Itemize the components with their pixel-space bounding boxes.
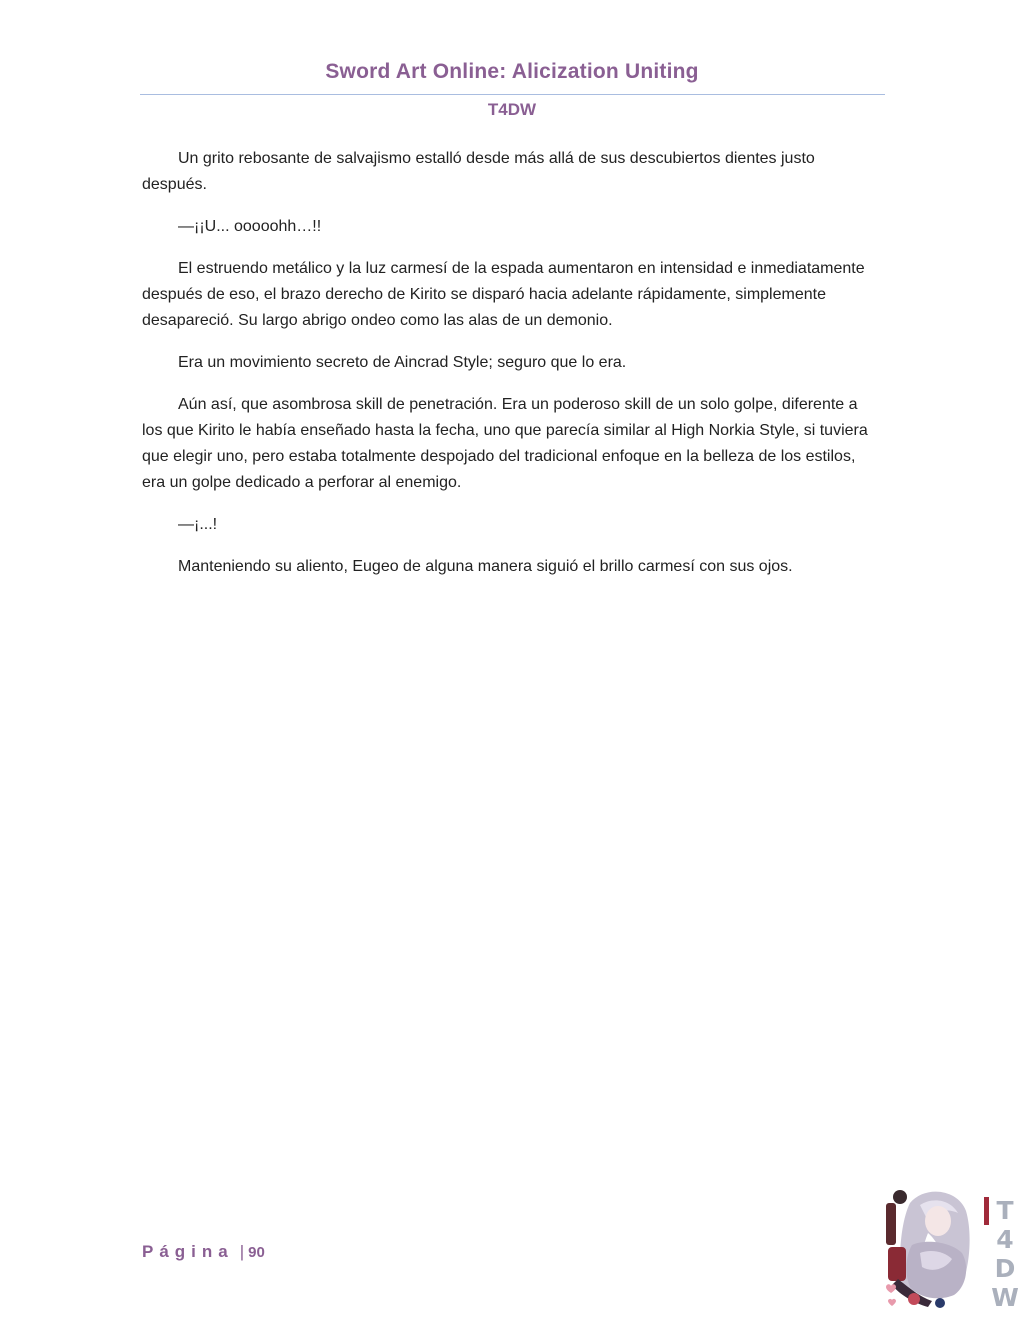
page-footer — [142, 1242, 265, 1262]
logo-letters — [990, 1196, 1020, 1312]
body-text — [142, 146, 882, 596]
page-number: 90 — [248, 1244, 265, 1261]
paragraph: Manteniendo su aliento, Eugeo de alguna manera siguió el brillo carmesí con sus ojos. — [178, 558, 793, 575]
paragraph: —¡...! — [178, 516, 218, 533]
paragraph: Un grito rebosante de salvajismo estalló desde más allá de sus descubiertos dientes justo después. — [142, 150, 815, 193]
paragraph: Aún así, que asombrosa skill de penetración. Era un poderoso skill de un solo golpe, diferente a los que Kirito le había enseñado hasta la fecha, uno que parecía similar al High Norkia Style, si tuviera que elegir uno, pero estaba totalmente despojado del tradicional enfoque en la belleza de los estilos, era un golpe dedicado a perforar al enemigo. — [142, 396, 868, 491]
logo-letter: W — [991, 1283, 1019, 1312]
document-title: Sword Art Online: Alicization Uniting — [325, 60, 699, 83]
logo-letter: 4 — [996, 1225, 1014, 1254]
logo-letter: D — [994, 1254, 1016, 1283]
logo-letter: T — [996, 1196, 1014, 1225]
paragraph: Era un movimiento secreto de Aincrad Style; seguro que lo era. — [178, 354, 627, 371]
paragraph: El estruendo metálico y la luz carmesí de la espada aumentaron en intensidad e inmediatamente después de eso, el brazo derecho de Kirito se disparó hacia adelante rápidamente, simplemente desapareció. Su largo abrigo ondeo como las alas de un demonio. — [142, 260, 865, 329]
document-subtitle: T4DW — [487, 100, 537, 119]
paragraph: —¡¡U... ooooohh…!! — [178, 218, 322, 235]
page-label: Página — [142, 1242, 234, 1261]
header-divider — [140, 94, 885, 95]
page-separator: | — [239, 1242, 245, 1261]
